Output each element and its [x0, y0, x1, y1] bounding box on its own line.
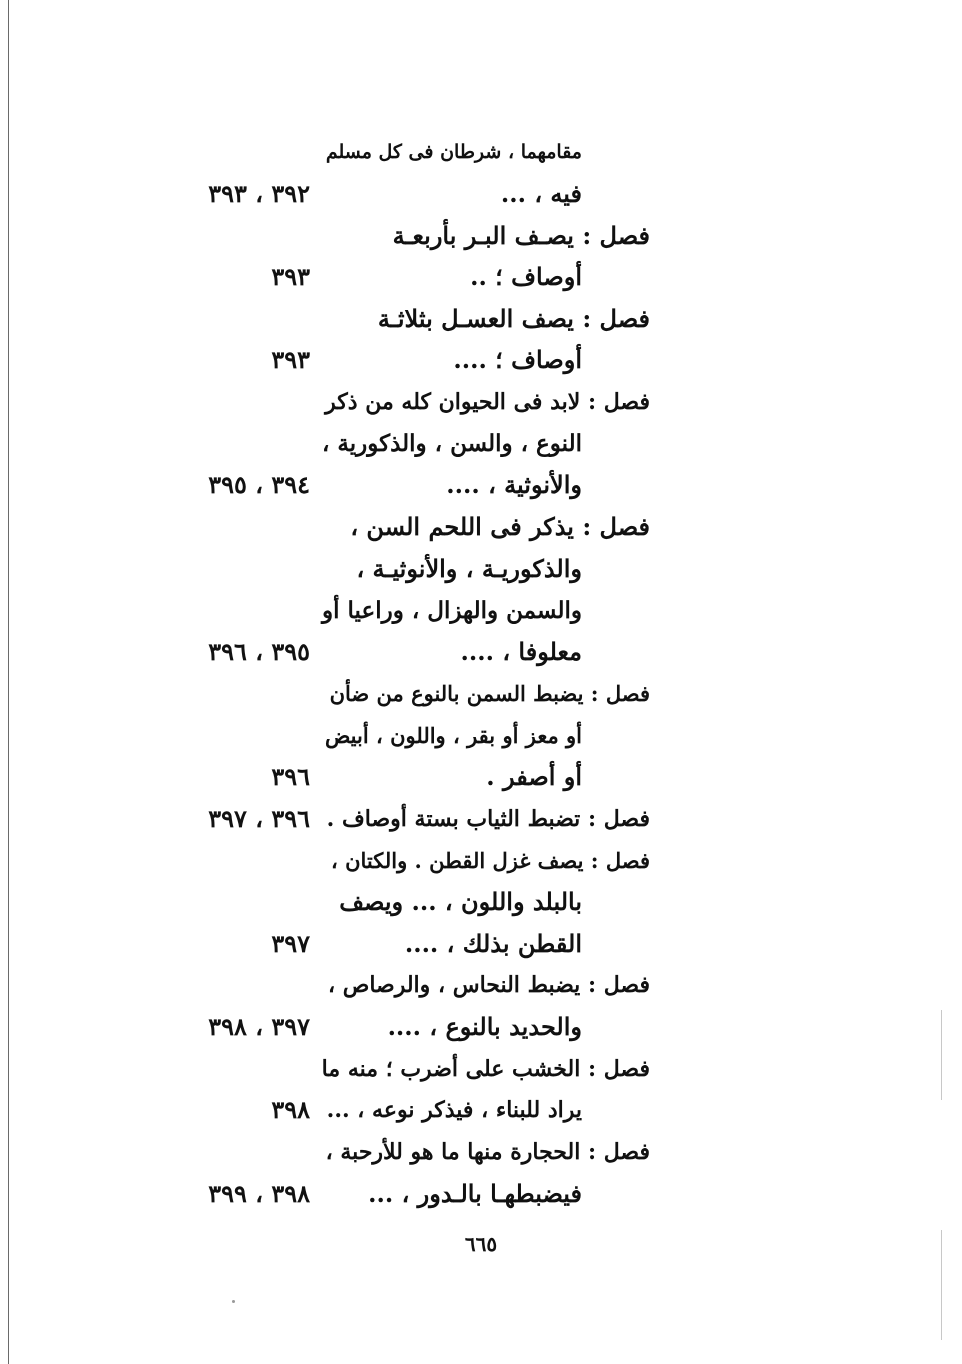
index-entry-line [0, 548, 962, 590]
index-entry-line [0, 298, 962, 340]
entry-text: والسمن والهزال ، وراعيا أو [322, 597, 582, 624]
index-entry-line [0, 715, 962, 757]
entry-text: فصل : يذكر فى اللحم السن ، [350, 512, 650, 541]
entry-page-refs: ٣٩٧ [271, 929, 310, 958]
entry-text: فصل : يضبط السمن بالنوع من ضأن [329, 681, 650, 706]
entry-page-refs: ٣٩٧ ، ٣٩٨ [208, 1012, 310, 1041]
index-entry-line [0, 1173, 962, 1215]
entry-text: أوصاف ؛ .. [470, 262, 582, 291]
entry-text: فصل : لابد فى الحيوان كله من ذكر [325, 389, 650, 415]
entry-text: يراد للبناء ، فيذكر نوعه ، ... [326, 1097, 582, 1123]
entry-text: فصل : يضبط النحاس ، والرصاص ، [327, 972, 650, 998]
entry-page-refs: ٣٩٤ ، ٣٩٥ [208, 470, 310, 499]
index-entry-line [0, 840, 962, 882]
index-entry-line [0, 215, 962, 257]
entry-text: أوصاف ؛ .... [453, 345, 582, 374]
entry-text: فصل : الخشب على أضرب ؛ منه ما [321, 1056, 650, 1082]
entry-text: والذكوريـة ، والأنوثيـة ، [356, 554, 582, 583]
entry-text: أو معز أو بقر ، واللون ، أبيض [324, 723, 582, 748]
index-entry-line [0, 256, 962, 298]
index-entry-line [0, 1048, 962, 1090]
index-entry-line [0, 964, 962, 1006]
index-entry-line [0, 423, 962, 465]
index-entry-line [0, 673, 962, 715]
index-entry-line [0, 339, 962, 381]
entry-page-refs: ٣٩٨ ، ٣٩٩ [208, 1179, 310, 1208]
index-entry-line [0, 1131, 962, 1173]
entry-text: فصل : تضبط الثياب بستة أوصاف . [326, 806, 650, 832]
entry-page-refs: ٣٩٥ ، ٣٩٦ [208, 637, 310, 666]
index-entry-line [0, 631, 962, 673]
entry-page-refs: ٣٩٦ ، ٣٩٧ [208, 804, 310, 833]
entry-text: فصل : يصـف البـر بأربعـة [392, 221, 650, 250]
index-entry-line [0, 131, 962, 173]
index-entry-line [0, 506, 962, 548]
entry-page-refs: ٣٩٣ [271, 345, 310, 374]
entry-text: بالبلد واللون ، ... ويصف [339, 887, 582, 916]
index-entry-line [0, 464, 962, 506]
index-entry-line [0, 381, 962, 423]
page-number: ٦٦٥ [464, 1232, 498, 1256]
entry-text: النوع ، والسن ، والذكورية ، [321, 430, 582, 457]
index-entry-line [0, 1089, 962, 1131]
index-entry-line [0, 590, 962, 632]
index-entry-line [0, 756, 962, 798]
index-entry-line [0, 881, 962, 923]
entry-text: والحديد بالنوع ، .... [387, 1012, 582, 1041]
entry-text: معلوفا ، .... [460, 637, 582, 666]
index-entry-line [0, 1006, 962, 1048]
entry-text: مقامهما ، شرطان فى كل مسلم [325, 141, 582, 163]
entry-text: والأنوثية ، .... [446, 470, 582, 499]
entry-text: فصل : يصف غزل القطن . والكتان ، [331, 848, 650, 873]
entry-text: فيضبطهـا بالـدور ، ... [368, 1179, 582, 1208]
entry-text: القطن بذلك ، .... [404, 929, 582, 958]
entry-text: فصل : الحجارة منها ما هو للأرحبة ، [325, 1139, 650, 1165]
index-entry-line [0, 173, 962, 215]
entry-page-refs: ٣٩٢ ، ٣٩٣ [208, 179, 310, 208]
entry-page-refs: ٣٩٦ [271, 762, 310, 791]
entry-text: أو أصفر . [486, 762, 582, 791]
index-entry-line [0, 923, 962, 965]
entry-page-refs: ٣٩٨ [271, 1095, 310, 1124]
entry-text: فصل : يصف العسـل بثلاثـة [377, 304, 650, 333]
entry-text: فيه ، ... [500, 179, 582, 208]
entry-page-refs: ٣٩٣ [271, 262, 310, 291]
index-entry-line [0, 798, 962, 840]
